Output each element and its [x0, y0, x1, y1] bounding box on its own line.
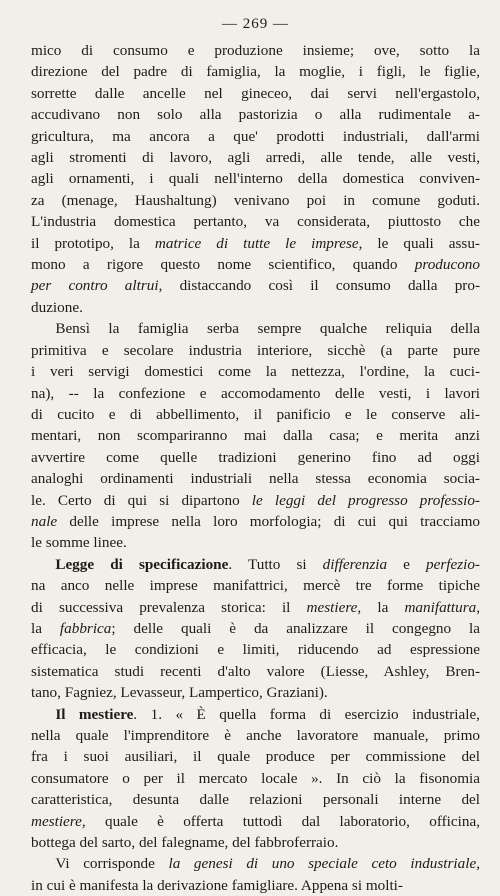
- text-line: la fabbrica; delle quali è da analizzare il congegno la: [31, 619, 480, 637]
- text-line: nale delle imprese nella loro morfologia; di cui qui tracciamo: [31, 512, 480, 530]
- paragraph-p4: [31, 704, 480, 854]
- text-line: di successiva prevalenza storica: il mestiere, la manifattura,: [31, 598, 480, 616]
- paragraph-p5: [31, 853, 480, 896]
- italic-phrase: le leggi del progresso professio-: [251, 491, 480, 509]
- text-line: le somme linee.: [31, 534, 127, 552]
- text-line: agli ornamenti, i quali nell'interno della domestica conviven-: [31, 170, 480, 188]
- text-line: direzione del padre di famiglia, la moglie, i figli, le figlie,: [31, 63, 480, 81]
- text-line: caratteristica, desunta dalle relazioni personali interne del: [31, 791, 480, 809]
- text-line: mico di consumo e produzione insieme; ove, sotto la: [31, 42, 480, 59]
- text-line: na anco nelle imprese manifattrici, mercè tre forme tipiche: [31, 577, 480, 595]
- italic-phrase: per contro altrui: [31, 277, 159, 295]
- text-line: consumatore o per il mercato locale ». In ciò la fisonomia: [31, 769, 480, 787]
- text-line: za (menage, Haushaltung) venivano poi in comune goduti.: [31, 191, 480, 209]
- italic-phrase: producono: [414, 256, 480, 274]
- text-line: mono a rigore questo nome scientifico, quando producono: [31, 256, 480, 274]
- text-line: na), -- la confezione e accomodamento delle vesti, i lavori: [31, 384, 480, 402]
- text-line: avvertire come quelle tradizioni generino fino ad oggi: [31, 448, 480, 466]
- text-line: Bensì la famiglia serba sempre qualche reliquia della: [55, 320, 480, 338]
- bold-heading: Il mestiere: [55, 705, 134, 723]
- text-line: efficacia, le condizioni e limiti, riducendo ad espressione: [31, 641, 480, 659]
- text-line: L'industria domestica pertanto, va considerata, piuttosto che: [31, 213, 480, 231]
- text-line: nella quale l'imprenditore è anche lavoratore manuale, primo: [31, 727, 480, 744]
- text-line: sorrette dalle ancelle nel gineceo, dai servi nell'ergastolo,: [31, 84, 480, 102]
- text-line: il prototipo, la matrice di tutte le imprese, le quali assu-: [31, 234, 480, 252]
- text-line: Legge di specificazione. Tutto si differenzia e perfezio-: [55, 555, 480, 573]
- text-line: bottega del sarto, del falegname, del fabbroferraio.: [31, 834, 339, 852]
- italic-phrase: matrice di tutte le imprese: [154, 234, 359, 252]
- page-number: — 269 —: [222, 16, 289, 32]
- text-line: Vi corrisponde la genesi di uno speciale ceto industriale,: [55, 855, 480, 873]
- text-line: agli stromenti di lavoro, agli arredi, alle tende, alle vesti,: [31, 149, 480, 167]
- italic-phrase: nale: [31, 512, 58, 530]
- text-line: in cui è manifesta la derivazione famigliare. Appena si molti-: [31, 876, 403, 894]
- text-line: i veri servigi domestici come la nettezza, l'ordine, la cuci-: [31, 363, 480, 381]
- paragraph-p2: [31, 318, 480, 553]
- text-line: mentari, non scompariranno mai dalla casa; e merita anzi: [31, 427, 480, 445]
- paragraph-p1: [31, 40, 480, 318]
- text-line: fra i suoi ausiliari, il quale produce per commissione del: [31, 748, 480, 766]
- text-line: mestiere, quale è offerta tuttodì dal laboratorio, officina,: [31, 812, 480, 830]
- italic-phrase: fabbrica: [59, 619, 112, 637]
- text-line: per contro altrui, distaccando così il consumo dalla pro-: [31, 277, 481, 295]
- italic-phrase: mestiere: [306, 598, 358, 616]
- bold-heading: Legge di specificazione: [55, 555, 229, 573]
- italic-phrase: differenzia: [322, 555, 388, 573]
- text-line: le. Certo di qui si dipartono le leggi del progresso professio-: [31, 491, 480, 509]
- italic-phrase: perfezio-: [426, 555, 480, 573]
- paragraph-p3: [31, 554, 480, 704]
- italic-phrase: manifattura: [404, 598, 477, 616]
- text-line: primitiva e secolare industria interiore, sicchè (a parte pure: [31, 341, 480, 359]
- text-line: duzione.: [31, 298, 83, 316]
- italic-phrase: mestiere: [31, 812, 82, 830]
- italic-phrase: la genesi di uno speciale ceto industriale: [168, 855, 477, 873]
- text-line: analoghi ordinamenti industriali nella stessa economia socia-: [31, 470, 480, 488]
- text-line: gricultura, ma ancora a que' prodotti industriali, dall'armi: [31, 127, 480, 145]
- text-line: tano, Fagniez, Levasseur, Lampertico, Graziani).: [31, 684, 328, 702]
- text-line: accudivano non solo alla pastorizia o alla rudimentale a-: [31, 106, 480, 124]
- text-line: sistematica studi recenti d'alto valore (Liesse, Ashley, Bren-: [31, 662, 480, 680]
- text-line: Il mestiere. 1. « È quella forma di esercizio industriale,: [55, 705, 480, 723]
- page-text: [31, 40, 480, 896]
- text-line: di cucito e di abbellimento, il panificio e le conserve ali-: [31, 405, 480, 423]
